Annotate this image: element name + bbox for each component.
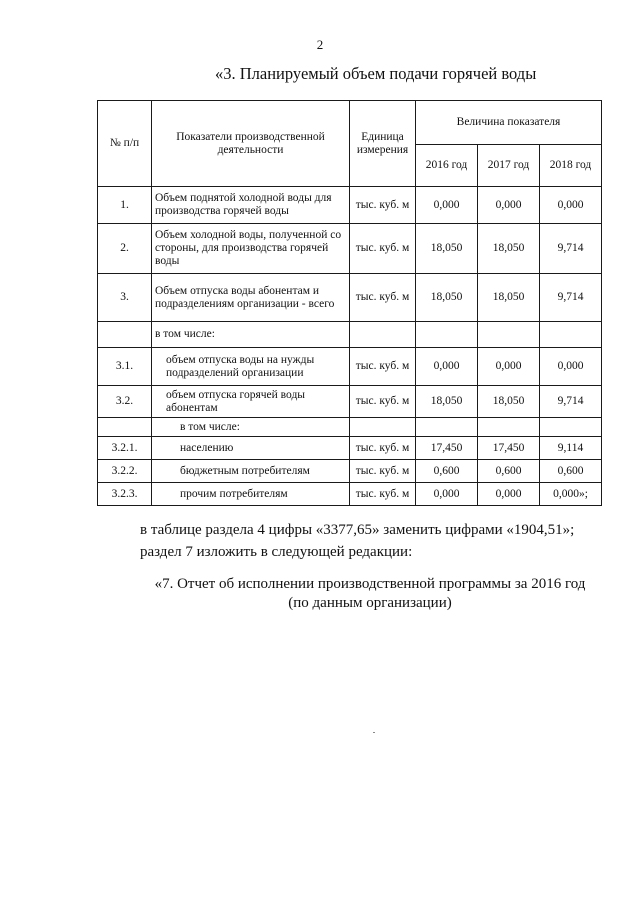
table-row [98, 386, 602, 418]
row-num: 3. [98, 274, 152, 322]
row-num [98, 322, 152, 348]
row-unit [350, 418, 416, 437]
section-title: «3. Планируемый объем подачи горячей воды [215, 64, 537, 83]
row-indicator: объем отпуска горячей воды абонентам [152, 386, 350, 418]
header-year-2017: 2017 год [478, 145, 540, 187]
hot-water-volume-table [97, 100, 602, 506]
row-value-2017: 18,050 [478, 274, 540, 322]
row-value-2017: 0,000 [478, 483, 540, 506]
row-value-2018: 0,000 [540, 187, 602, 224]
report-title [130, 575, 610, 613]
report-title-line-1: «7. Отчет об исполнении производственной программы за 2016 год [154, 576, 586, 592]
table-row [98, 224, 602, 274]
row-unit [350, 322, 416, 348]
amendment-paragraph-section-7: раздел 7 изложить в следующей редакции: [140, 544, 413, 560]
row-num [98, 418, 152, 437]
row-indicator: Объем холодной воды, полученной со стороны, для производства горячей воды [152, 224, 350, 274]
header-year-2018: 2018 год [540, 145, 602, 187]
row-unit: тыс. куб. м [350, 224, 416, 274]
header-indicator: Показатели производственной деятельности [152, 101, 350, 187]
row-indicator: Объем поднятой холодной воды для производства горячей воды [152, 187, 350, 224]
row-value-2018 [540, 418, 602, 437]
row-num: 3.1. [98, 348, 152, 386]
row-value-2018: 9,714 [540, 386, 602, 418]
row-indicator: населению [152, 437, 350, 460]
row-value-2018: 9,714 [540, 224, 602, 274]
row-num: 3.2.1. [98, 437, 152, 460]
row-value-2016: 18,050 [416, 386, 478, 418]
row-value-2018: 0,000 [540, 348, 602, 386]
amendment-paragraph-table-4: в таблице раздела 4 цифры «3377,65» заменить цифрами «1904,51»; [140, 522, 575, 538]
row-value-2017: 0,600 [478, 460, 540, 483]
row-value-2018: 0,600 [540, 460, 602, 483]
table-body [98, 187, 602, 506]
row-value-2016: 18,050 [416, 274, 478, 322]
table-header [98, 101, 602, 187]
row-unit: тыс. куб. м [350, 274, 416, 322]
row-value-2017: 18,050 [478, 386, 540, 418]
row-subheading: в том числе: [152, 418, 350, 437]
row-unit: тыс. куб. м [350, 483, 416, 506]
row-value-2018: 9,714 [540, 274, 602, 322]
header-unit: Единица измерения [350, 101, 416, 187]
row-value-2017: 18,050 [478, 224, 540, 274]
row-value-2017 [478, 322, 540, 348]
row-num: 3.2.2. [98, 460, 152, 483]
report-title-line-2: (по данным организации) [288, 595, 452, 611]
row-value-2016 [416, 418, 478, 437]
table-row [98, 274, 602, 322]
row-num: 2. [98, 224, 152, 274]
row-unit: тыс. куб. м [350, 460, 416, 483]
scan-speck [373, 732, 375, 733]
row-value-2016: 0,600 [416, 460, 478, 483]
row-value-2016: 0,000 [416, 348, 478, 386]
row-indicator: прочим потребителям [152, 483, 350, 506]
table-row [98, 483, 602, 506]
row-indicator: бюджетным потребителям [152, 460, 350, 483]
table-row [98, 348, 602, 386]
row-unit: тыс. куб. м [350, 386, 416, 418]
table-row [98, 418, 602, 437]
row-value-2017: 0,000 [478, 348, 540, 386]
row-value-2018: 9,114 [540, 437, 602, 460]
row-value-2016: 0,000 [416, 187, 478, 224]
row-value-2016: 0,000 [416, 483, 478, 506]
table-row [98, 187, 602, 224]
row-num: 3.2.3. [98, 483, 152, 506]
row-num: 3.2. [98, 386, 152, 418]
header-year-2016: 2016 год [416, 145, 478, 187]
row-num: 1. [98, 187, 152, 224]
page-number: 2 [316, 37, 324, 52]
row-value-2017 [478, 418, 540, 437]
row-indicator: Объем отпуска воды абонентам и подразделениям организации - всего [152, 274, 350, 322]
row-value-2016: 18,050 [416, 224, 478, 274]
row-value-2017: 17,450 [478, 437, 540, 460]
row-value-2016: 17,450 [416, 437, 478, 460]
table-row [98, 322, 602, 348]
table-row [98, 460, 602, 483]
table-row [98, 437, 602, 460]
row-value-2018 [540, 322, 602, 348]
row-unit: тыс. куб. м [350, 187, 416, 224]
row-unit: тыс. куб. м [350, 437, 416, 460]
header-num: № п/п [98, 101, 152, 187]
row-subheading: в том числе: [152, 322, 350, 348]
row-value-2016 [416, 322, 478, 348]
row-indicator: объем отпуска воды на нужды подразделений организации [152, 348, 350, 386]
row-unit: тыс. куб. м [350, 348, 416, 386]
row-value-2018: 0,000»; [540, 483, 602, 506]
header-value-group: Величина показателя [416, 101, 602, 145]
row-value-2017: 0,000 [478, 187, 540, 224]
